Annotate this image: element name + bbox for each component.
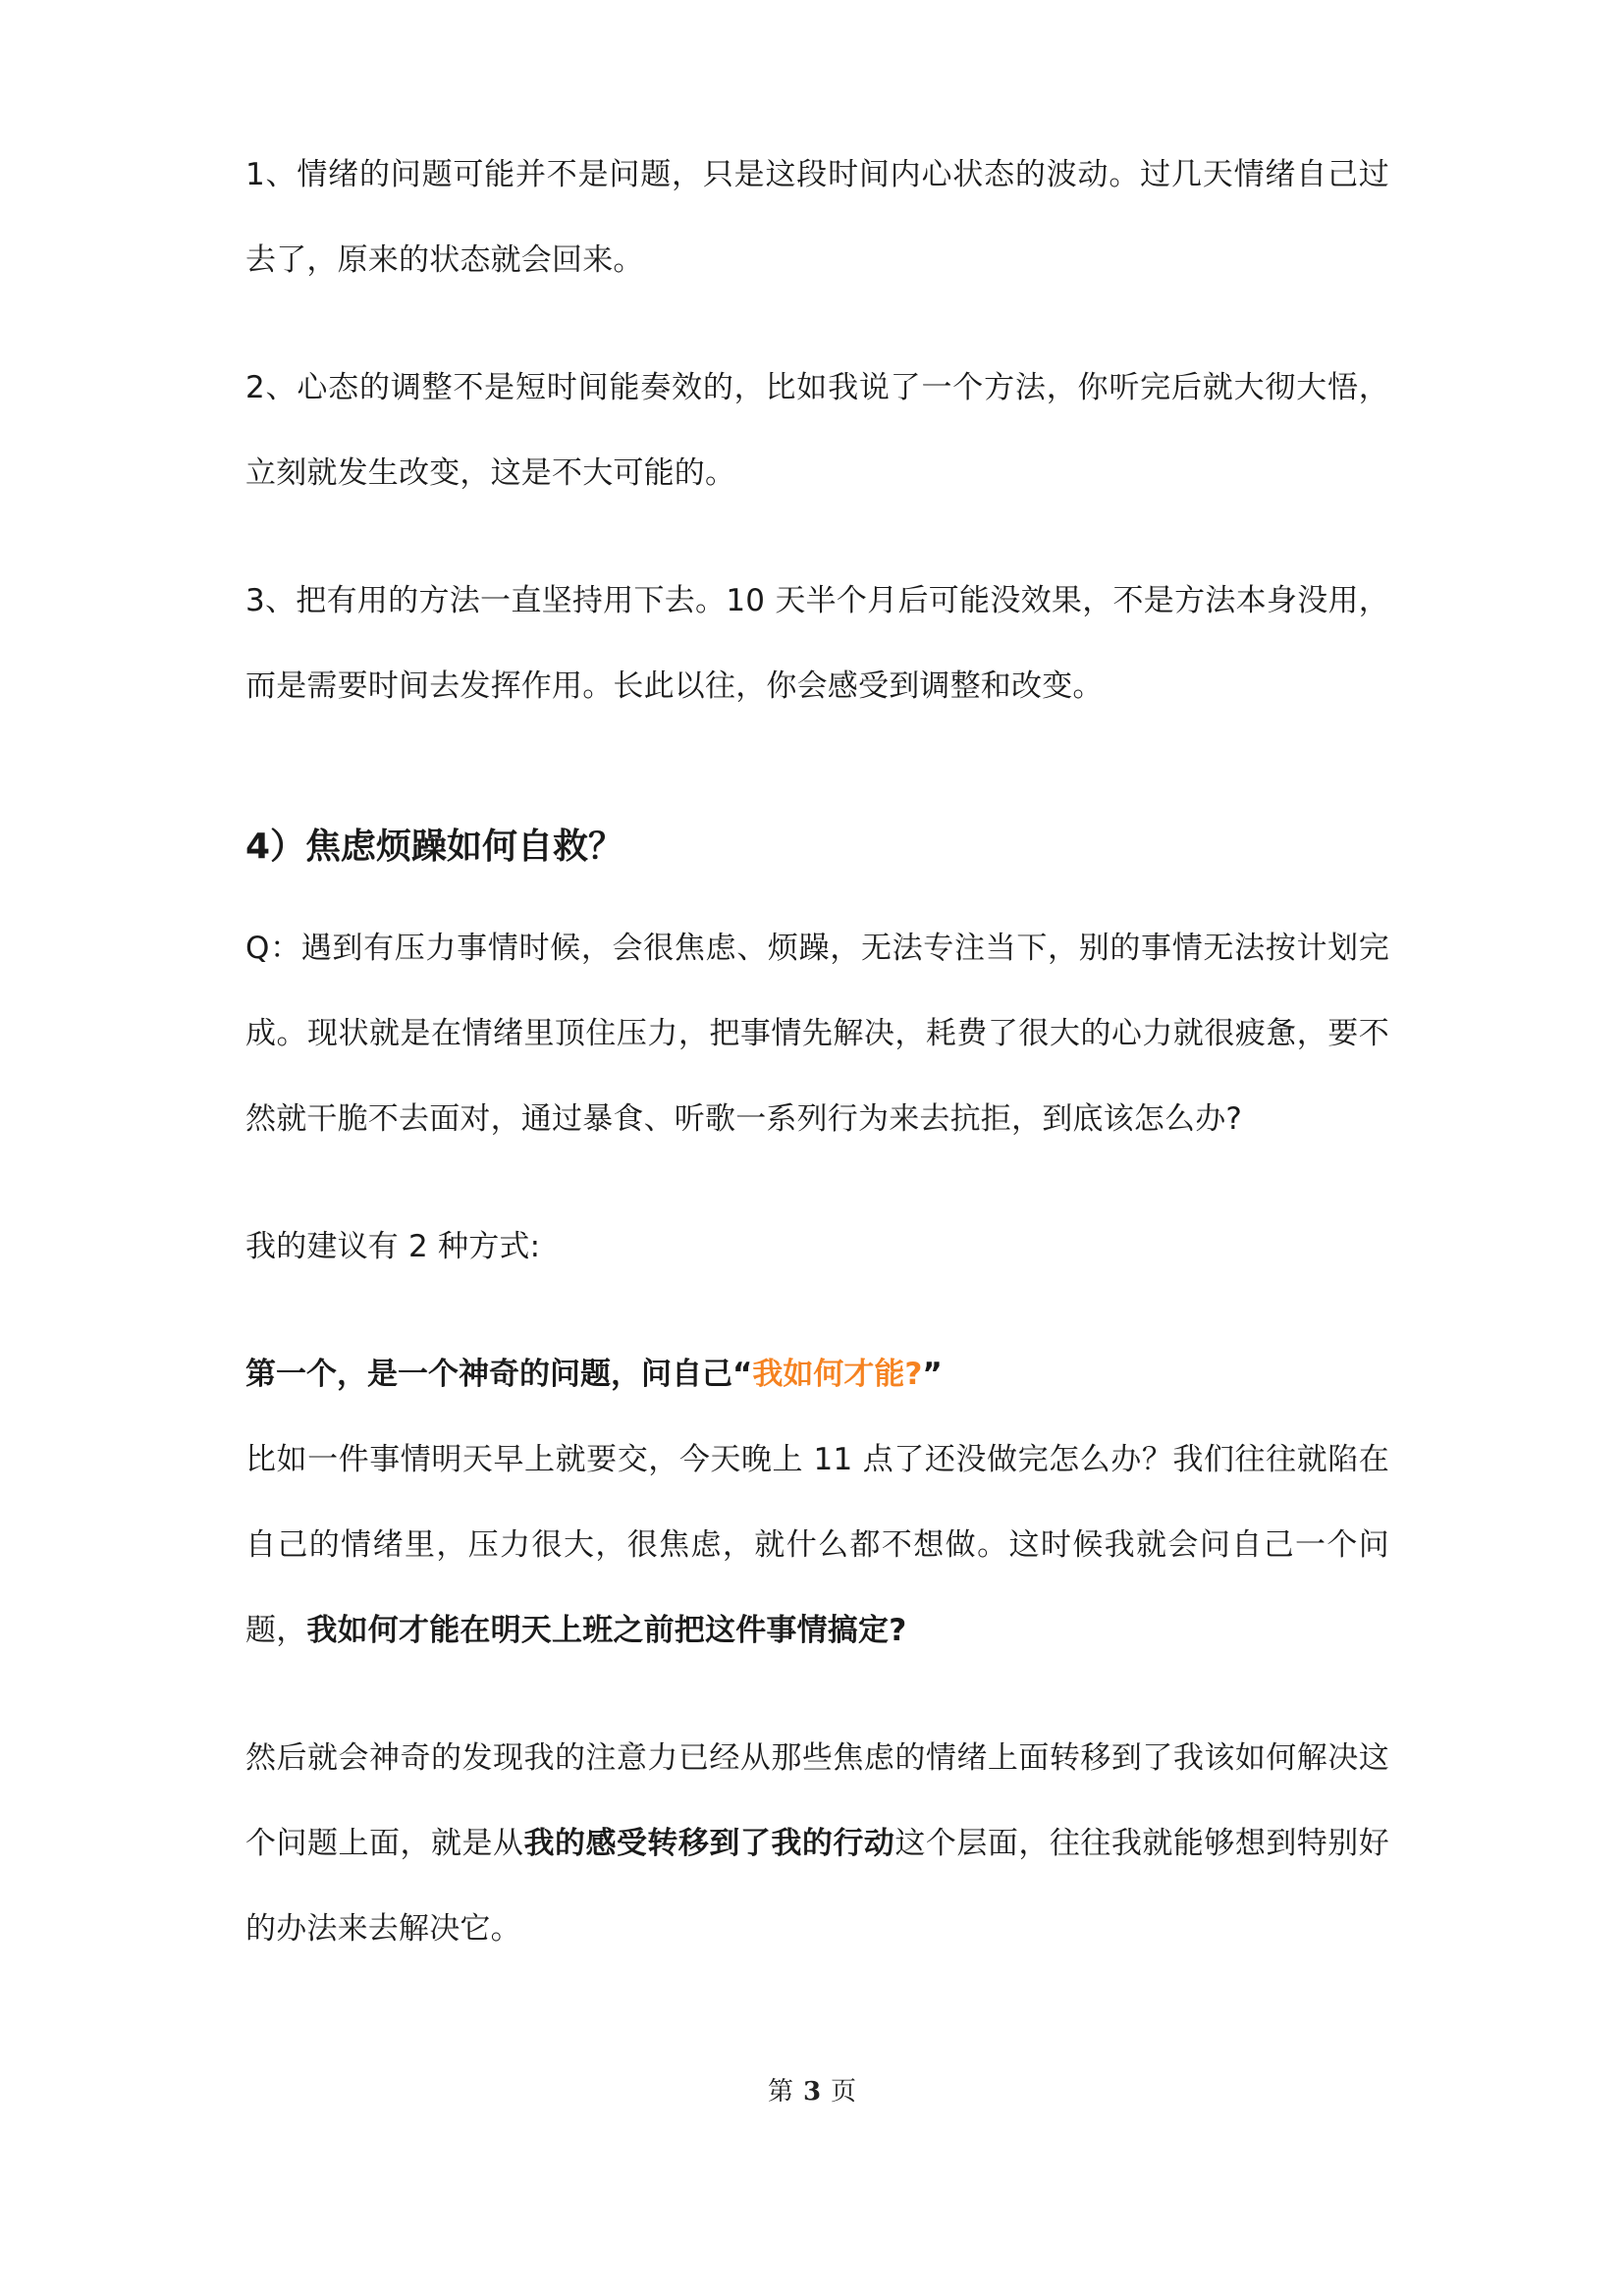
list-item-1: 1、情绪的问题可能并不是问题，只是这段时间内心状态的波动。过几天情绪自己过去了，原来的状态就会回来。 [245, 157, 1389, 278]
method-1-body-text: 比如一件事情明天早上就要交，今天晚上 11 点了还没做完怎么办？我们往往就陷在自己的情绪里，压力很大，很焦虑，就什么都不想做。这时候我就会问自己一个问题， [245, 1442, 1389, 1648]
page-footer [0, 2071, 1624, 2108]
conclusion-part-3: 这个层面，往往我就能够想到特别好的办法来去解决它。 [245, 1826, 1389, 1947]
page-content [245, 133, 1389, 1972]
method-1-title-prefix: 第一个，是一个神奇的问题，问自己 [245, 1357, 732, 1392]
method-1-body-bold: 我如何才能在明天上班之前把这件事情搞定? [306, 1613, 907, 1648]
list-item-2: 2、心态的调整不是短时间能奏效的，比如我说了一个方法，你听完后就大彻大悟，立刻就发生改变，这是不大可能的。 [245, 370, 1389, 491]
question-paragraph: Q：遇到有压力事情时候，会很焦虑、烦躁，无法专注当下，别的事情无法按计划完成。现状就是在情绪里顶住压力，把事情先解决，耗费了很大的心力就很疲惫，要不然就干脆不去面对，通过暴食、听歌一系列行为来去抗拒，到底该怎么办? [245, 931, 1389, 1137]
suggestion-intro: 我的建议有 2 种方式: [245, 1229, 541, 1264]
list-item-3: 3、把有用的方法一直坚持用下去。10 天半个月后可能没效果，不是方法本身没用，而是需要时间去发挥作用。长此以往，你会感受到调整和改变。 [245, 583, 1389, 704]
footer-suffix: 页 [831, 2077, 857, 2107]
conclusion-part-1: 然后就会神奇的发现我的注意力已经从那些焦虑的情绪上面转移到了我该如何解决这个问题上面，就是从 [245, 1740, 1389, 1861]
page-number: 3 [802, 2077, 822, 2107]
method-1-quote-close: ” [922, 1357, 943, 1392]
method-1-title [245, 1332, 1389, 1417]
section-heading: 4）焦虑烦躁如何自救？ [245, 827, 624, 867]
footer-prefix: 第 [767, 2077, 793, 2107]
method-1-quote-open: “ [732, 1357, 753, 1392]
method-1-highlight: 我如何才能? [752, 1357, 923, 1392]
conclusion-paragraph [245, 1716, 1389, 1972]
conclusion-part-2: 我的感受转移到了我的行动 [523, 1826, 895, 1861]
method-1-body [245, 1417, 1389, 1674]
